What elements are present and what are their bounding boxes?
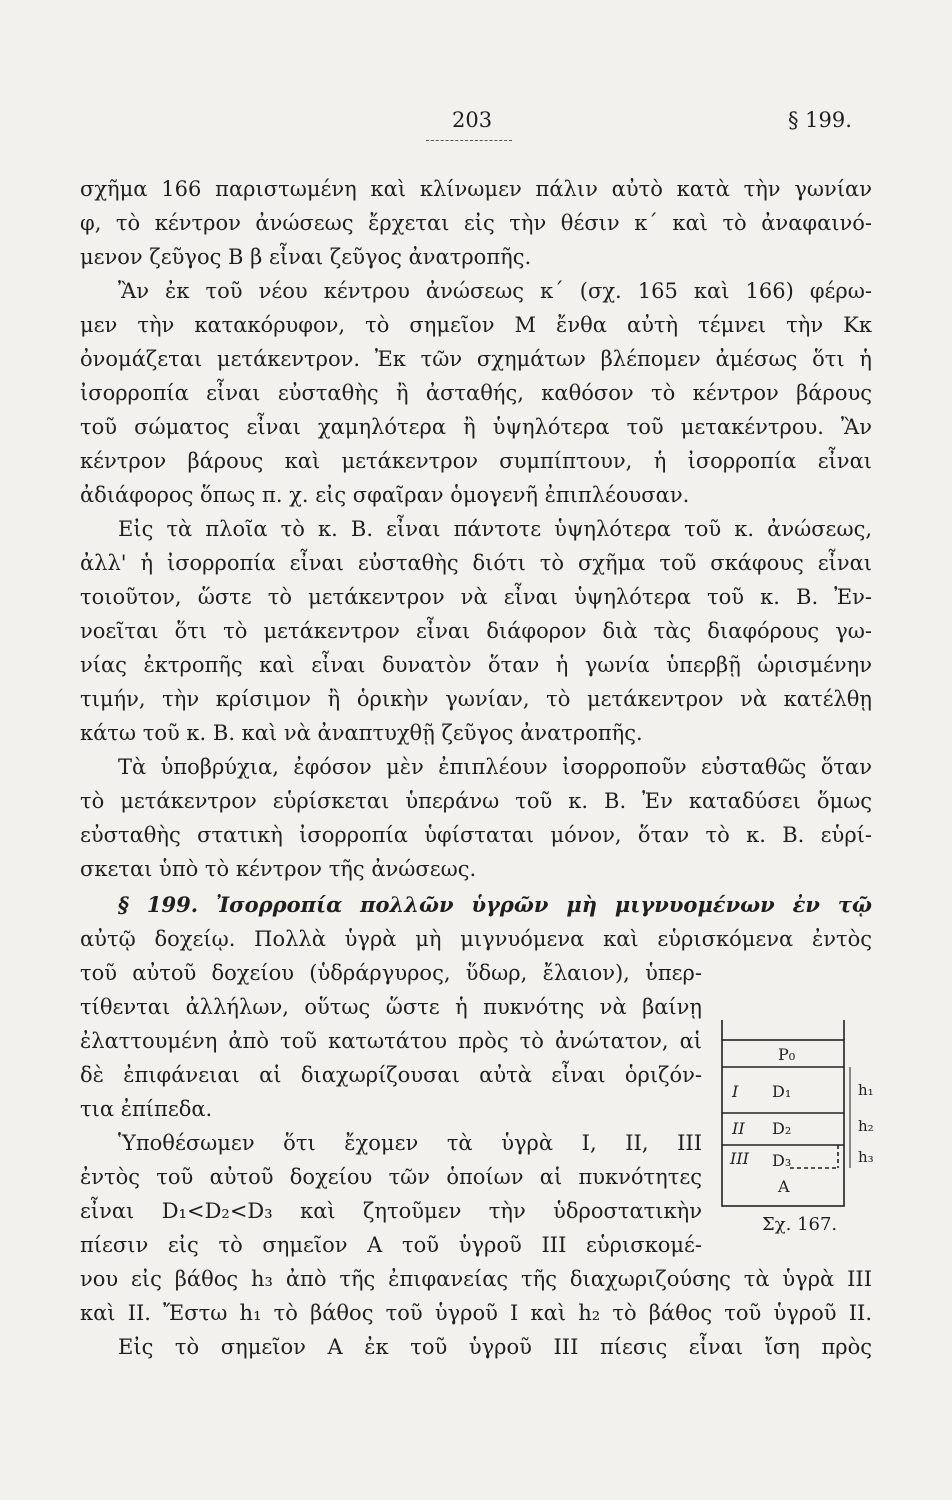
text-line: τὸ μετάκεντρον εὑρίσκεται ὑπεράνω τοῦ κ. Β. Ἐν καταδύσει ὅμως [80, 789, 872, 813]
label-liquid-2: II [732, 1119, 745, 1138]
label-liquid-3: III [730, 1149, 749, 1168]
text-line: τοῦ σώματος εἶναι χαμηλότερα ἢ ὑψηλότερα τοῦ μετακέντρου. Ἂν [80, 415, 872, 439]
section-marker: § 199. [788, 108, 852, 132]
text-line: τοῦ αὐτοῦ δοχείου (ὑδράργυρος, ὕδωρ, ἔλαιον), ὑπερ- [80, 961, 702, 985]
label-h3: h₃ [858, 1148, 874, 1166]
text-line: νου εἰς βάθος h₃ ἀπὸ τῆς ἐπιφανείας τῆς διαχωριζούσης τὰ ὑγρὰ ΙΙΙ [80, 1267, 872, 1291]
label-d3: D₃ [772, 1151, 792, 1170]
text-line: μενον ζεῦγος Β β εἶναι ζεῦγος ἀνατροπῆς. [80, 245, 532, 269]
label-point-a: A [778, 1177, 790, 1196]
text-line: ἐντὸς τοῦ αὐτοῦ δοχείου τῶν ὁποίων αἱ πυκνότητες [80, 1165, 702, 1189]
text-line: πίεσιν εἰς τὸ σημεῖον Α τοῦ ὑγροῦ ΙΙΙ εὑρισκομέ- [80, 1233, 702, 1257]
text-line: τιμήν, τὴν κρίσιμον ἢ ὁρικὴν γωνίαν, τὸ μετάκεντρον νὰ κατέλθῃ [80, 687, 872, 711]
text-line: σκεται ὑπὸ τὸ κέντρον τῆς ἀνώσεως. [80, 857, 477, 881]
figure-caption: Σχ. 167. [762, 1214, 838, 1235]
text-line: μεν τὴν κατακόρυφον, τὸ σημεῖον Μ ἔνθα αὐτὴ τέμνει τὴν Κκ [80, 313, 872, 337]
section-heading-line: § 199. Ἰσορροπία πολλῶν ὑγρῶν μὴ μιγνυομένων ἐν τῷ [118, 892, 872, 917]
label-h2: h₂ [858, 1117, 874, 1135]
text-line: τίθενται ἀλλήλων, οὕτως ὥστε ἡ πυκνότης νὰ βαίνῃ [80, 995, 702, 1019]
text-line: Ἂν ἐκ τοῦ νέου κέντρου ἀνώσεως κ΄ (σχ. 165 καὶ 166) φέρω- [118, 279, 872, 303]
label-h1: h₁ [858, 1081, 874, 1099]
text-line: αὐτῷ δοχείῳ. Πολλὰ ὑγρὰ μὴ μιγνυόμενα καὶ εὑρισκόμενα ἐντὸς [80, 927, 872, 951]
text-line: κάτω τοῦ κ. Β. καὶ νὰ ἀναπτυχθῇ ζεῦγος ἀνατροπῆς. [80, 721, 643, 745]
text-line: κέντρον βάρους καὶ μετάκεντρον συμπίπτουν, ἡ ἰσορροπία εἶναι [80, 449, 872, 473]
label-d1: D₁ [772, 1082, 792, 1101]
text-line: Εἰς τὰ πλοῖα τὸ κ. Β. εἶναι πάντοτε ὑψηλότερα τοῦ κ. ἀνώσεως, [118, 517, 872, 541]
text-line: ἀλλ' ἡ ἰσορροπία εἶναι εὐσταθὴς διότι τὸ σχῆμα τοῦ σκάφους εἶναι [80, 551, 872, 575]
text-line: εἶναι D₁<D₂<D₃ καὶ ζητοῦμεν τὴν ὑδροστατικὴν [80, 1199, 702, 1223]
text-line: νίας ἐκτροπῆς καὶ εἶναι δυνατὸν ὅταν ἡ γωνία ὑπερβῇ ὡρισμένην [80, 653, 872, 677]
text-line: Εἰς τὸ σημεῖον Α ἐκ τοῦ ὑγροῦ ΙΙΙ πίεσις εἶναι ἴση πρὸς [118, 1335, 872, 1359]
text-line: φ, τὸ κέντρον ἀνώσεως ἔρχεται εἰς τὴν θέσιν κ΄ καὶ τὸ ἀναφαινό- [80, 211, 872, 235]
label-d2: D₂ [772, 1119, 792, 1138]
text-line: ἰσορροπία εἶναι εὐσταθὴς ἢ ἀσταθής, καθόσον τὸ κέντρον βάρους [80, 381, 872, 405]
text-line: ἀδιάφορος ὅπως π. χ. εἰς σφαῖραν ὁμογενῆ ἐπιπλέουσαν. [80, 483, 690, 507]
text-line: ὀνομάζεται μετάκεντρον. Ἐκ τῶν σχημάτων βλέπομεν ἀμέσως ὅτι ἡ [80, 347, 872, 371]
text-line: τια ἐπίπεδα. [80, 1097, 213, 1121]
page-number: 203 [452, 108, 493, 132]
text-line: Τὰ ὑποβρύχια, ἐφόσον μὲν ἐπιπλέουν ἰσορροποῦν εὐσταθῶς ὅταν [118, 755, 872, 779]
text-line: σχῆμα 166 παριστωμένη καὶ κλίνωμεν πάλιν αὐτὸ κατὰ τὴν γωνίαν [80, 177, 872, 201]
label-p0: P₀ [778, 1045, 796, 1064]
text-line: Ὑποθέσωμεν ὅτι ἔχομεν τὰ ὑγρὰ Ι, ΙΙ, ΙΙΙ [118, 1131, 702, 1155]
text-line: ἐλαττουμένη ἀπὸ τοῦ κατωτάτου πρὸς τὸ ἀνώτατον, αἱ [80, 1029, 702, 1053]
text-line: καὶ ΙΙ. Ἔστω h₁ τὸ βάθος τοῦ ὑγροῦ Ι καὶ h₂ τὸ βάθος τοῦ ὑγροῦ ΙΙ. [80, 1301, 872, 1325]
text-line: τοιοῦτον, ὥστε τὸ μετάκεντρον νὰ εἶναι ὑψηλότερα τοῦ κ. Β. Ἐν- [80, 585, 872, 609]
text-line: εὐσταθὴς στατικὴ ἰσορροπία ὑφίσταται μόνον, ὅταν τὸ κ. Β. εὑρί- [80, 823, 872, 847]
label-liquid-1: I [732, 1082, 739, 1101]
header-rule [426, 140, 512, 141]
text-line: νοεῖται ὅτι τὸ μετάκεντρον εἶναι διάφορον διὰ τὰς διαφόρους γω- [80, 619, 872, 643]
text-line: δὲ ἐπιφάνειαι αἱ διαχωρίζουσαι αὐτὰ εἶναι ὁριζόν- [80, 1063, 702, 1087]
